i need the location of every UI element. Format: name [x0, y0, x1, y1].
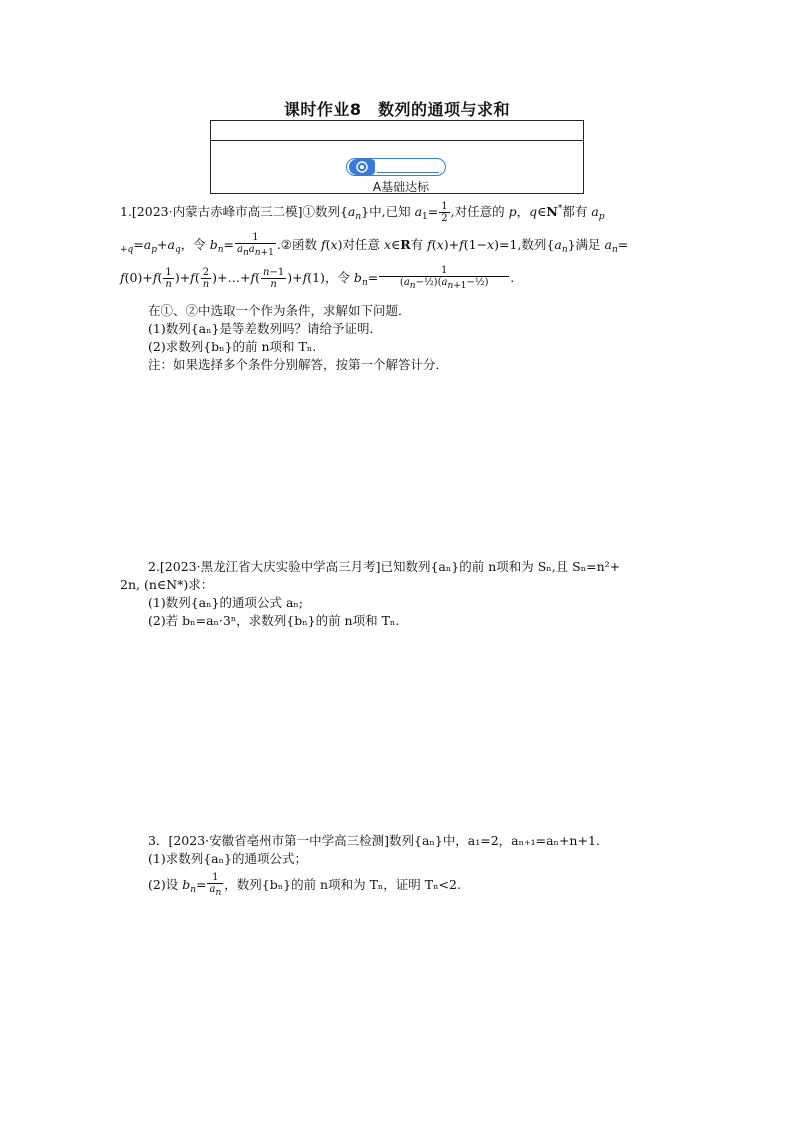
problem-1-note: 注：如果选择多个条件分别解答，按第一个解答计分．	[148, 357, 449, 372]
problem-3	[120, 832, 650, 899]
problem-1-question-1: (1)数列{aₙ}是等差数列吗？请给予证明．	[148, 321, 382, 336]
problem-2-question-1: (1)数列{aₙ}的通项公式 aₙ;	[148, 595, 304, 610]
section-badge	[349, 159, 375, 175]
problem-1-condition: 在①、②中选取一个作为条件，求解如下问题．	[148, 303, 411, 318]
page-title: 课时作业8 数列的通项与求和	[283, 100, 511, 119]
problem-3-question-1: (1)求数列{aₙ}的通项公式；	[148, 851, 307, 866]
problem-2-line-1: 2.[2023·黑龙江省大庆实验中学高三月考]已知数列{aₙ}的前 n项和为 Sₙ,且 Sₙ=n²+	[148, 559, 621, 574]
fraction-bn-def-2: $\frac{1}{\text{(an−½)(an+1−½)}}$	[379, 265, 509, 292]
problem-1-question-2: (2)求数列{bₙ}的前 n项和 Tₙ.	[148, 339, 317, 354]
fraction-bn-def-3: $\frac{1}{an}$	[209, 872, 222, 898]
problem-3-question-2: (2)设 $b_n=$ $\frac{1}{an}$ ，数列{bₙ}的前 n项和为 Tₙ，证明 Tₙ<2.	[148, 872, 461, 898]
problem-3-line-1: 3．[2023·安徽省亳州市第一中学高三检测]数列{aₙ}中，a₁=2，aₙ₊₁=aₙ+n+1.	[148, 833, 600, 848]
header-divider	[211, 140, 583, 141]
section-label: A基础达标	[372, 180, 430, 194]
fraction-bn-def-1: $\frac{1}{\text{anan+1}}$	[237, 232, 274, 258]
fraction-one-half: $\frac{1}{2}$	[441, 201, 448, 224]
problem-2-line-2: 2n, (n∈N*)求：	[120, 577, 214, 592]
problem-2-question-2: (2)若 bₙ=aₙ·3ⁿ，求数列{bₙ}的前 n项和 Tₙ.	[148, 613, 400, 628]
section-header-box	[210, 120, 584, 194]
section-underline	[377, 172, 439, 173]
problem-1-line-3: f(0)+f( $\frac{1}{n}$ )+f( $\frac{2}{n}$ )+…+f( $\frac{n-1}{n}$ )+f(1)，令 $b_n=$ $\frac{1}{\text{(an−½)(an+1−½)}}$ .	[120, 265, 515, 291]
problem-1-line-1: 1.[2023·内蒙古赤峰市高三二模]①数列$\{a_n\}$中,已知 $a_1=$ $\frac{1}{2}$ ,对任意的 p，q∈N*都有 $a_p$	[120, 201, 605, 224]
problem-1-line-2: $_{+q}=a_p+a_q$，令 $b_n=$ $\frac{1}{\text{anan+1}}$ .②函数 f(x)对任意 x∈R有 f(x)+f(1−x)=1,数列$\{a_n\}$满足 $a_n=$	[120, 232, 629, 258]
problem-2	[120, 558, 650, 630]
problem-1	[120, 200, 650, 374]
target-icon	[355, 161, 369, 173]
